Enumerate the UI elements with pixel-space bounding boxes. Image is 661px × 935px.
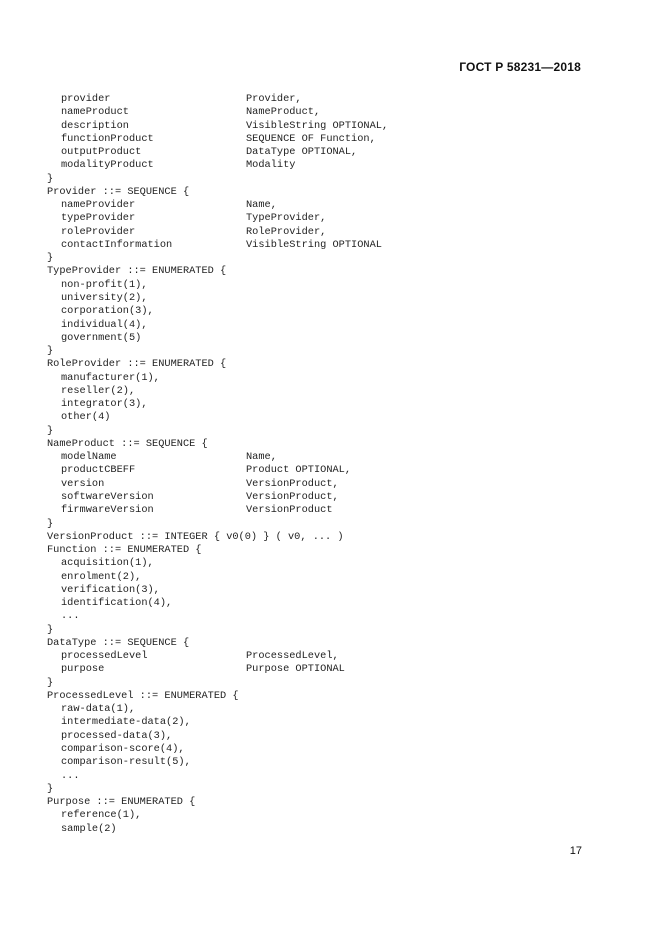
code-text: } [47, 517, 54, 530]
code-value: RoleProvider, [246, 225, 327, 238]
code-line [47, 358, 607, 371]
code-text: Function ::= ENUMERATED { [47, 544, 202, 557]
code-text: Provider ::= SEQUENCE { [47, 185, 190, 198]
code-line [47, 292, 607, 305]
code-text: Purpose ::= ENUMERATED { [47, 796, 196, 809]
code-line [47, 531, 607, 544]
code-value: TypeProvider, [246, 212, 327, 225]
code-line [47, 796, 607, 809]
code-line [47, 226, 607, 239]
code-value: NameProduct, [246, 106, 321, 119]
code-text: raw-data(1), [61, 703, 136, 716]
code-text: nameProduct [61, 106, 129, 119]
page-number: 17 [569, 845, 582, 857]
code-text: version [61, 477, 105, 490]
code-text: processed-data(3), [61, 729, 173, 742]
code-text: corporation(3), [61, 305, 154, 318]
code-value: Name, [246, 199, 277, 212]
code-text: acquisition(1), [61, 557, 154, 570]
code-line [47, 279, 607, 292]
code-text: modelName [61, 451, 117, 464]
code-line [47, 345, 607, 358]
code-line [47, 756, 607, 769]
code-value: Provider, [246, 93, 302, 105]
code-line [47, 411, 607, 424]
code-value: DataType OPTIONAL, [246, 146, 358, 159]
code-line [47, 319, 607, 332]
code-line [47, 159, 607, 172]
code-text: manufacturer(1), [61, 371, 160, 384]
code-line [47, 703, 607, 716]
code-text: } [47, 424, 54, 437]
code-text: VersionProduct ::= INTEGER { v0(0) } ( v0, ... ) [47, 530, 344, 543]
code-line [47, 133, 607, 146]
code-text: outputProduct [61, 146, 142, 159]
code-line [47, 730, 607, 743]
code-line [47, 464, 607, 477]
code-line [47, 624, 607, 637]
code-line [47, 504, 607, 517]
code-line [47, 650, 607, 663]
code-line [47, 571, 607, 584]
code-text: reseller(2), [61, 384, 136, 397]
code-text: reference(1), [61, 809, 142, 822]
code-text: sample(2) [61, 822, 117, 835]
code-line [47, 106, 607, 119]
code-line [47, 491, 607, 504]
code-line [47, 584, 607, 597]
code-line [47, 770, 607, 783]
code-text: } [47, 252, 54, 265]
code-text: provider [61, 93, 111, 105]
code-text: government(5) [61, 331, 142, 344]
code-line [47, 239, 607, 252]
code-text: } [47, 345, 54, 358]
code-text: ProcessedLevel ::= ENUMERATED { [47, 689, 239, 702]
code-line [47, 809, 607, 822]
code-line [47, 186, 607, 199]
code-line [47, 305, 607, 318]
code-text: } [47, 172, 54, 185]
code-text: softwareVersion [61, 490, 154, 503]
code-line [47, 663, 607, 676]
code-line [47, 146, 607, 159]
code-line [47, 438, 607, 451]
code-value: VisibleString OPTIONAL, [246, 119, 389, 132]
code-text: identification(4), [61, 597, 173, 610]
asn1-code-block [47, 93, 607, 836]
code-text: purpose [61, 663, 105, 676]
code-line [47, 637, 607, 650]
code-line [47, 823, 607, 836]
code-line [47, 332, 607, 345]
code-text: intermediate-data(2), [61, 716, 191, 729]
code-value: SEQUENCE OF Function, [246, 132, 376, 145]
code-line [47, 518, 607, 531]
code-line [47, 265, 607, 278]
code-line [47, 398, 607, 411]
code-line [47, 597, 607, 610]
code-line [47, 783, 607, 796]
code-text: DataType ::= SEQUENCE { [47, 636, 190, 649]
code-text: modalityProduct [61, 159, 154, 172]
code-value: VersionProduct, [246, 477, 339, 490]
code-text: ... [61, 769, 80, 782]
code-text: contactInformation [61, 238, 173, 251]
code-text: typeProvider [61, 212, 136, 225]
code-line [47, 385, 607, 398]
code-text: enrolment(2), [61, 570, 142, 583]
code-line [47, 557, 607, 570]
code-text: productCBEFF [61, 464, 136, 477]
code-line [47, 690, 607, 703]
code-value: Product OPTIONAL, [246, 464, 352, 477]
code-line [47, 199, 607, 212]
code-line [47, 743, 607, 756]
code-line [47, 478, 607, 491]
code-text: comparison-score(4), [61, 743, 185, 756]
code-value: Name, [246, 451, 277, 464]
code-value: VersionProduct, [246, 490, 339, 503]
code-text: non-profit(1), [61, 278, 148, 291]
code-line [47, 716, 607, 729]
code-text: integrator(3), [61, 398, 148, 411]
code-value: Modality [246, 159, 296, 172]
code-text: } [47, 782, 54, 795]
code-value: Purpose OPTIONAL [246, 663, 345, 676]
code-text: other(4) [61, 411, 111, 424]
code-text: verification(3), [61, 583, 160, 596]
code-text: firmwareVersion [61, 504, 154, 517]
code-text: comparison-result(5), [61, 756, 191, 769]
code-line [47, 610, 607, 623]
code-line [47, 212, 607, 225]
code-text: functionProduct [61, 132, 154, 145]
code-line [47, 451, 607, 464]
code-line [47, 93, 607, 106]
standard-header: ГОСТ Р 58231—2018 [459, 60, 581, 74]
code-text: } [47, 623, 54, 636]
code-value: VisibleString OPTIONAL [246, 238, 382, 251]
code-text: TypeProvider ::= ENUMERATED { [47, 265, 227, 278]
code-line [47, 252, 607, 265]
code-line [47, 544, 607, 557]
code-value: VersionProduct [246, 504, 333, 517]
code-line [47, 120, 607, 133]
code-value: ProcessedLevel, [246, 650, 339, 663]
code-line [47, 173, 607, 186]
code-line [47, 425, 607, 438]
code-text: nameProvider [61, 199, 136, 212]
code-line [47, 677, 607, 690]
code-text: ... [61, 610, 80, 623]
code-text: NameProduct ::= SEQUENCE { [47, 437, 208, 450]
code-text: roleProvider [61, 225, 136, 238]
code-text: RoleProvider ::= ENUMERATED { [47, 358, 227, 371]
code-text: processedLevel [61, 650, 148, 663]
code-text: university(2), [61, 291, 148, 304]
code-text: description [61, 119, 129, 132]
code-text: individual(4), [61, 318, 148, 331]
code-line [47, 372, 607, 385]
code-text: } [47, 676, 54, 689]
